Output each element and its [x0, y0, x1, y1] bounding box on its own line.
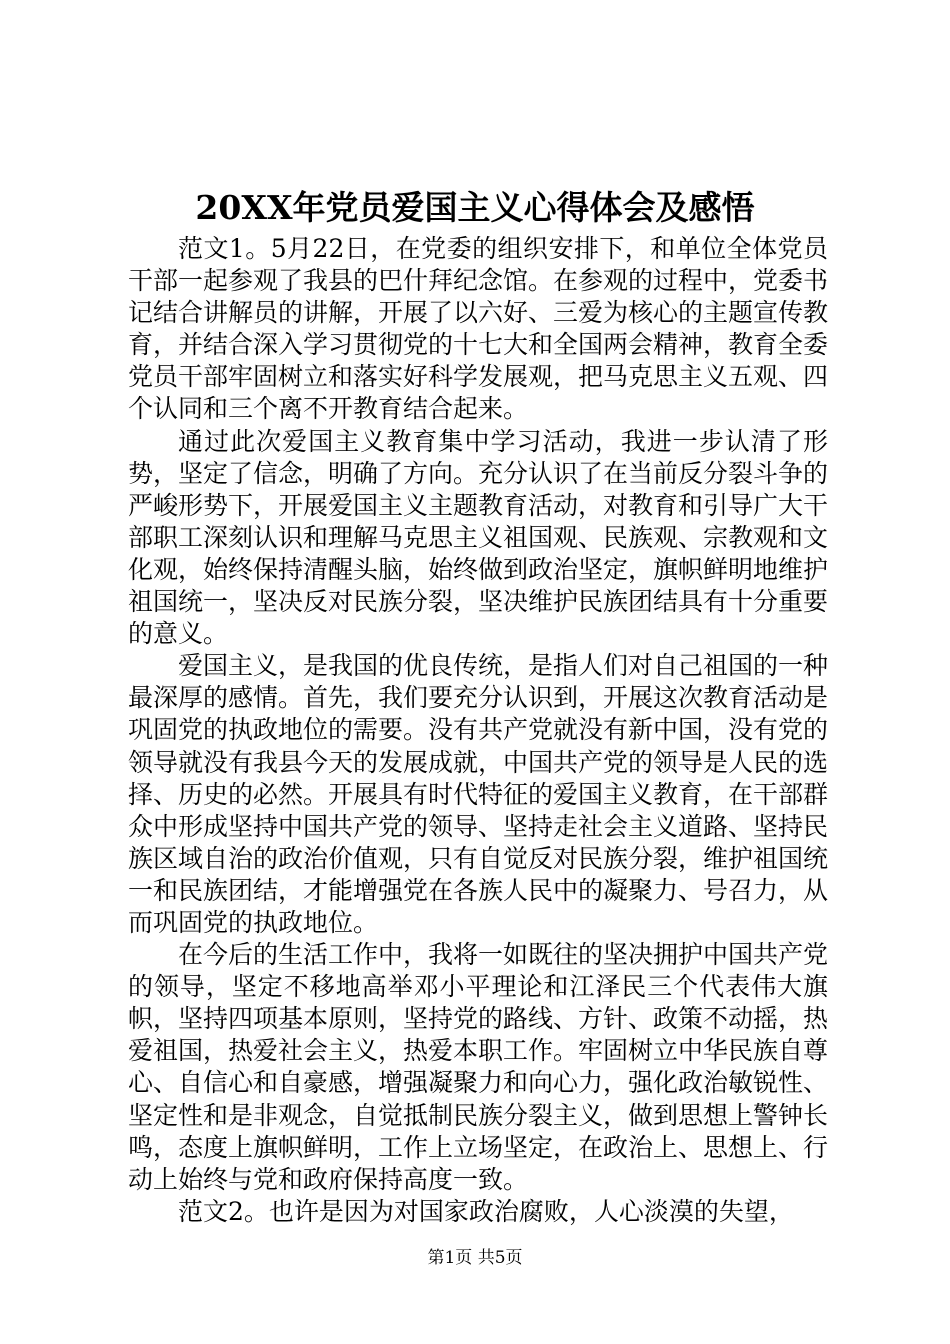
- paragraph: 在今后的生活工作中，我将一如既往的坚决拥护中国共产党的领导，坚定不移地高举邓小平理论和江泽民三个代表伟大旗帜，坚持四项基本原则，坚持党的路线、方针、政策不动摇，热爱祖国，热爱社会主义，热爱本职工作。牢固树立中华民族自尊心、自信心和自豪感，增强凝聚力和向心力，强化政治敏锐性、坚定性和是非观念，自觉抵制民族分裂主义，做到思想上警钟长鸣，态度上旗帜鲜明，工作上立场坚定，在政治上、思想上、行动上始终与党和政府保持高度一致。: [128, 940, 829, 1194]
- page-number-footer: 第1页 共5页: [427, 1248, 523, 1268]
- paragraph: 爱国主义，是我国的优良传统，是指人们对自己祖国的一种最深厚的感情。首先，我们要充分认识到，开展这次教育活动是巩固党的执政地位的需要。没有共产党就没有新中国，没有党的领导就没有我县今天的发展成就，中国共产党的领导是人民的选择、历史的必然。开展具有时代特征的爱国主义教育，在干部群众中形成坚持中国共产党的领导、坚持走社会主义道路、坚持民族区域自治的政治价值观，只有自觉反对民族分裂，维护祖国统一和民族团结，才能增强党在各族人民中的凝聚力、号召力，从而巩固党的执政地位。: [128, 651, 829, 937]
- document-body: [128, 233, 828, 1228]
- paragraph: 范文1。5月22日，在党委的组织安排下，和单位全体党员干部一起参观了我县的巴什拜纪念馆。在参观的过程中，党委书记结合讲解员的讲解，开展了以六好、三爱为核心的主题宣传教育，并结合深入学习贯彻党的十七大和全国两会精神，教育全委党员干部牢固树立和落实好科学发展观，把马克思主义五观、四个认同和三个离不开教育结合起来。: [128, 234, 829, 424]
- document-title: 20XX年党员爱国主义心得体会及感悟: [195, 188, 755, 227]
- paragraph: 通过此次爱国主义教育集中学习活动，我进一步认清了形势，坚定了信念，明确了方向。充分认识了在当前反分裂斗争的严峻形势下，开展爱国主义主题教育活动，对教育和引导广大干部职工深刻认识和理解马克思主义祖国观、民族观、宗教观和文化观，始终保持清醒头脑，始终做到政治坚定，旗帜鲜明地维护祖国统一，坚决反对民族分裂，坚决维护民族团结具有十分重要的意义。: [128, 426, 829, 649]
- paragraph: 范文2。也许是因为对国家政治腐败，人心淡漠的失望，: [178, 1196, 794, 1226]
